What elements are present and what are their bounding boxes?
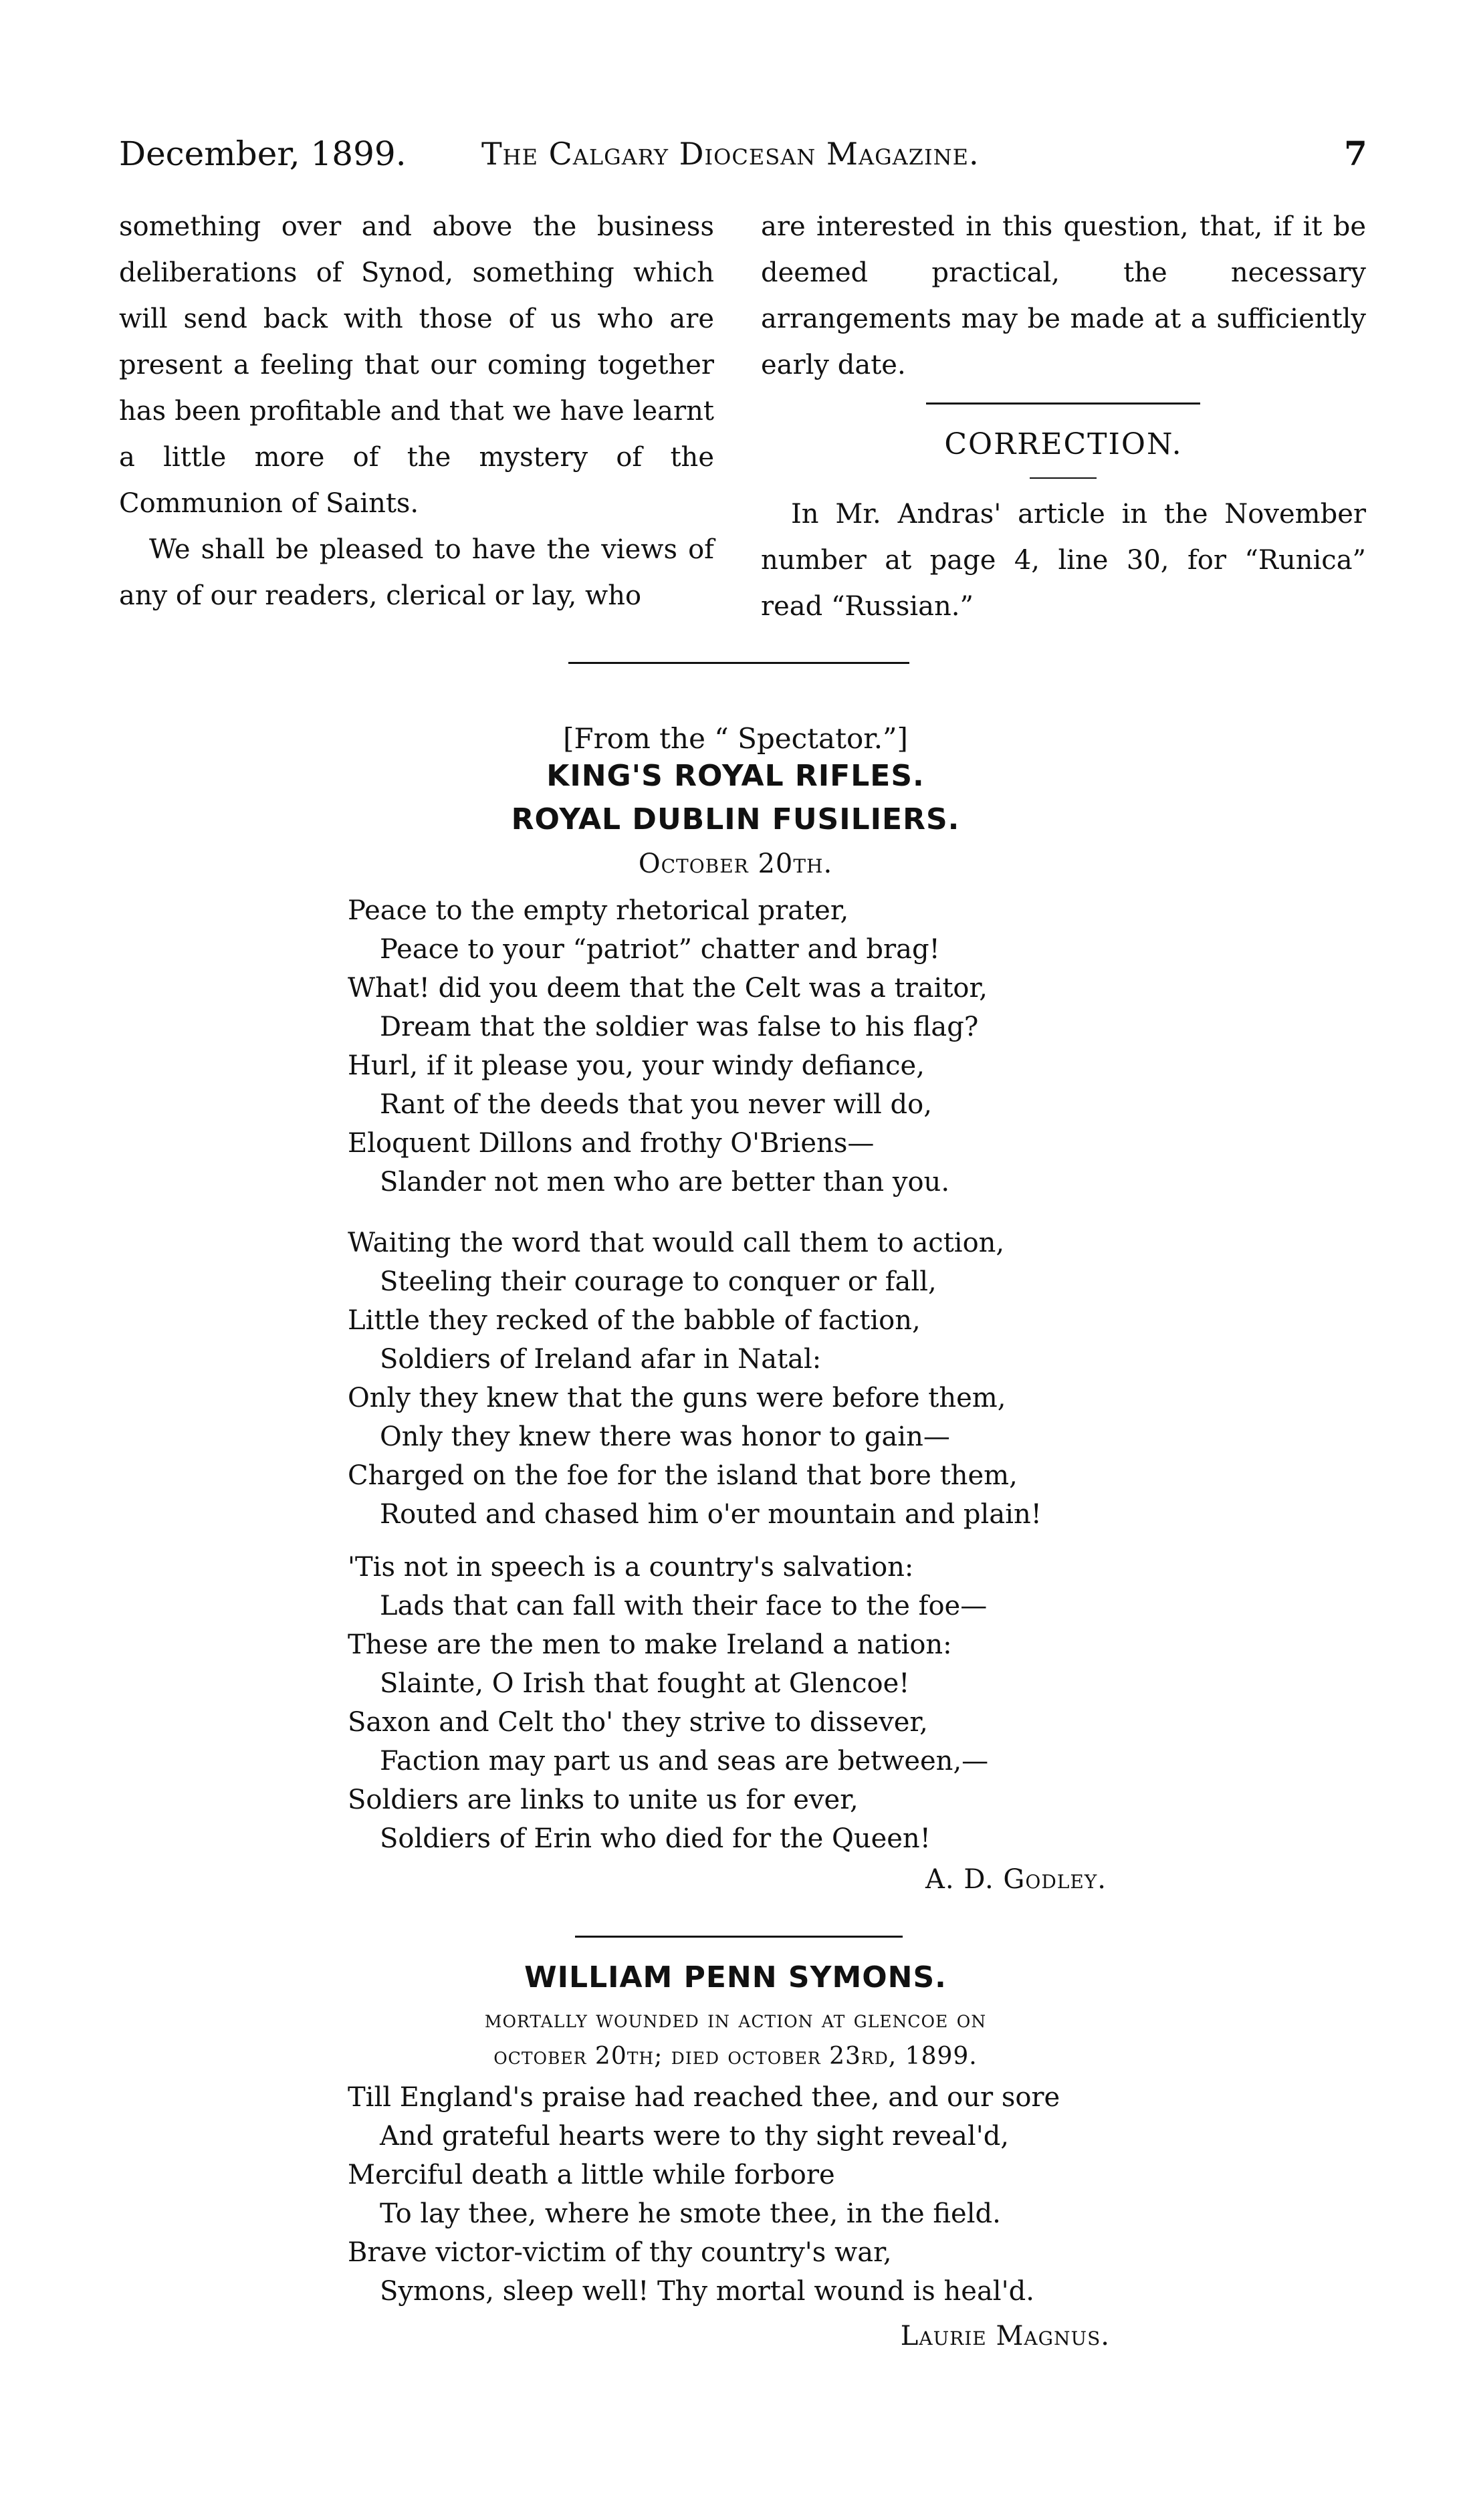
divider (575, 1936, 903, 1938)
left-column (119, 204, 714, 619)
poem-line: Soldiers are links to unite us for ever, (348, 1785, 859, 1815)
poem-line: Steeling their courage to conquer or fall, (380, 1266, 937, 1297)
poem-line: Hurl, if it please you, your windy defiance, (348, 1050, 925, 1081)
poem-line: Lads that can fall with their face to the foe— (380, 1591, 988, 1621)
poem-date: October 20th. (638, 848, 833, 879)
divider (1030, 477, 1097, 479)
poem-2-author: Laurie Magnus. (900, 2321, 1110, 2352)
poem-2-subtitle-1: mortally wounded in action at glencoe on (484, 2006, 987, 2033)
poem-line: To lay thee, where he smote thee, in the field. (380, 2198, 1001, 2229)
poem-line: Soldiers of Erin who died for the Queen! (380, 1823, 931, 1854)
poem-line: Saxon and Celt tho' they strive to dissever, (348, 1707, 928, 1738)
poem-line: Only they knew there was honor to gain— (380, 1421, 950, 1452)
poem-line: Till England's praise had reached thee, and our sore (348, 2082, 1060, 2113)
poem-2-subtitle-2: october 20th; died october 23rd, 1899. (493, 2043, 978, 2070)
correction-title: CORRECTION. (944, 427, 1183, 461)
poem-line: Rant of the deeds that you never will do, (380, 1089, 932, 1120)
poem-line: These are the men to make Ireland a nation: (348, 1629, 952, 1660)
poem-2-stanza (348, 2078, 1150, 2311)
poem-line: And grateful hearts were to thy sight reveal'd, (380, 2121, 1010, 2152)
poem-title-1: KING'S ROYAL RIFLES. (546, 759, 925, 793)
left-paragraph-1: something over and above the business deliberations of Synod, something which will send back with those of us who are present a feeling that our coming together has been profitable and that we have learnt a little more of the mystery of the Communion of Saints. (119, 211, 714, 519)
poem-line: Faction may part us and seas are between,— (380, 1746, 989, 1777)
poem-line: Peace to your “patriot” chatter and brag! (380, 934, 940, 965)
poem-line: Dream that the soldier was false to his flag? (380, 1012, 979, 1042)
poem-author: A. D. Godley. (925, 1864, 1107, 1895)
poem-line: Soldiers of Ireland afar in Natal: (380, 1344, 822, 1375)
poem-line: Symons, sleep well! Thy mortal wound is heal'd. (380, 2276, 1034, 2307)
poem-line: Merciful death a little while forbore (348, 2160, 835, 2190)
correction-text: In Mr. Andras' article in the November number at page 4, line 30, for “Runica” read “Russian.” (761, 499, 1366, 622)
poem-line: Peace to the empty rhetorical prater, (348, 895, 849, 926)
left-paragraph-2: We shall be pleased to have the views of any of our readers, clerical or lay, who (119, 534, 714, 611)
poem-line: Slainte, O Irish that fought at Glencoe! (380, 1668, 910, 1699)
header-date: December, 1899. (119, 134, 407, 173)
right-column (761, 204, 1366, 388)
poem-line: Only they knew that the guns were before them, (348, 1383, 1006, 1413)
poem-line: Charged on the foe for the island that bore them, (348, 1460, 1018, 1491)
divider (926, 403, 1200, 405)
divider (568, 662, 909, 664)
poem-title-2: ROYAL DUBLIN FUSILIERS. (511, 802, 960, 836)
poem-line: 'Tis not in speech is a country's salvation: (348, 1552, 914, 1583)
poem-stanza (348, 891, 1150, 1201)
poem-stanza (348, 1548, 1150, 1858)
poem-stanza (348, 1224, 1150, 1534)
poem-line: What! did you deem that the Celt was a traitor, (348, 973, 988, 1004)
right-paragraph-1: are interested in this question, that, if it be deemed practical, the necessary arrangements may be made at a sufficiently early date. (761, 211, 1366, 380)
poem-2-title: WILLIAM PENN SYMONS. (524, 1960, 947, 1994)
poem-line: Brave victor-victim of thy country's war, (348, 2237, 892, 2268)
poem-line: Routed and chased him o'er mountain and plain! (380, 1499, 1042, 1530)
page-number: 7 (1344, 134, 1367, 173)
poem-line: Little they recked of the babble of faction, (348, 1305, 921, 1336)
magazine-title: The Calgary Diocesan Magazine. (481, 136, 980, 172)
poem-line: Slander not men who are better than you. (380, 1167, 950, 1197)
poem-line: Waiting the word that would call them to action, (348, 1228, 1005, 1258)
poem-source: [From the “ Spectator.”] (563, 722, 908, 755)
poem-line: Eloquent Dillons and frothy O'Briens— (348, 1128, 875, 1159)
